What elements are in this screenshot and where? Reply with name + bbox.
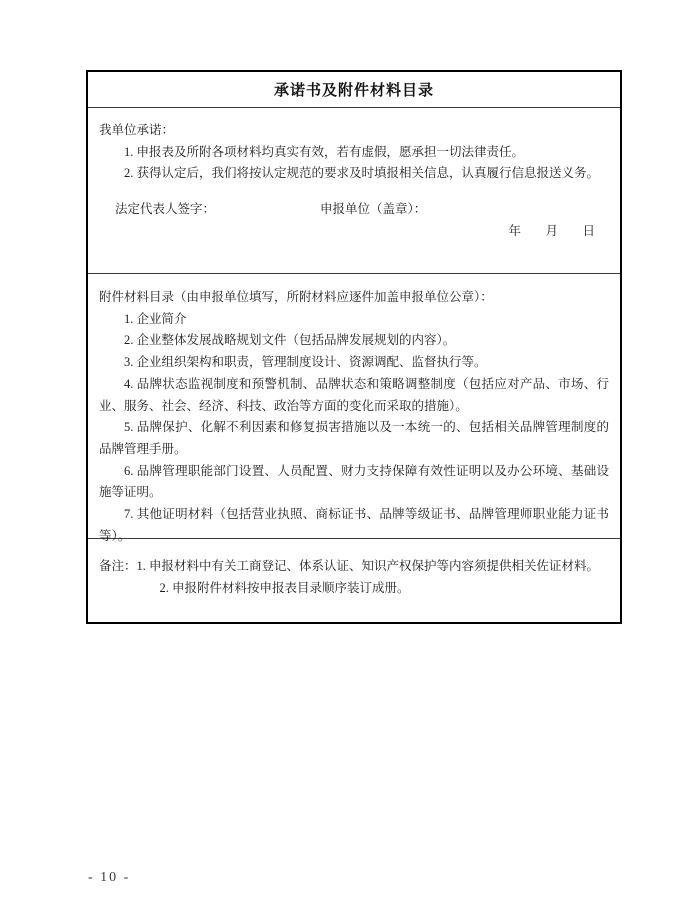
form-title: 承诺书及附件材料目录 (273, 83, 434, 99)
commitment-form-table (86, 70, 622, 624)
note-item-2: 2. 申报附件材料按申报表目录顺序装订成册。 (159, 580, 410, 595)
note-item-1: 1. 申报材料中有关工商登记、体系认证、知识产权保护等内容须提供相关佐证材料。 (136, 559, 600, 573)
notes-label: 备注： (99, 559, 137, 573)
attachment-item-5: 5. 品牌保护、化解不利因素和修复损害措施以及一本统一的、包括相关品牌管理制度的品牌管理手册。 (99, 420, 609, 456)
notes-items (137, 556, 609, 599)
commitment-item-1: 1. 申报表及所附各项材料均真实有效，若有虚假，愿承担一切法律责任。 (124, 144, 525, 159)
commitment-section (88, 107, 620, 273)
attachment-item-6: 6. 品牌管理职能部门设置、人员配置、财力支持保障有效性证明以及办公环境、基础设施等证明。 (99, 463, 609, 500)
attachments-section (88, 273, 620, 543)
commitment-item-2: 2. 获得认定后，我们将按认定规范的要求及时填报相关信息，认真履行信息报送义务。 (124, 166, 600, 181)
notes-section (88, 538, 620, 626)
attachments-header: 附件材料目录（由申报单位填写，所附材料应逐件加盖申报单位公章）： (99, 290, 493, 304)
attachment-item-1: 1. 企业简介 (124, 311, 187, 326)
page-number: - 10 - (88, 870, 131, 885)
date-line: 年 月 日 (508, 224, 601, 239)
attachment-item-7: 7. 其他证明材料（包括营业执照、商标证书、品牌等级证书、品牌管理师职业能力证书等）。 (99, 507, 609, 543)
legal-representative-signature-label: 法定代表人签字： (115, 202, 216, 217)
notes-row (99, 556, 609, 599)
commitment-intro: 我单位承诺： (99, 123, 175, 137)
applicant-unit-seal-label: 申报单位（盖章）： (320, 202, 427, 217)
attachment-item-4: 4. 品牌状态监视制度和预警机制、品牌状态和策略调整制度（包括应对产品、市场、行业、服务、社会、经济、科技、政治等方面的变化而采取的措施）。 (99, 376, 609, 413)
attachment-item-3: 3. 企业组织架构和职责，管理制度设计、资源调配、监督执行等。 (124, 355, 487, 370)
attachment-item-2: 2. 企业整体发展战略规划文件（包括品牌发展规划的内容）。 (124, 333, 456, 348)
signature-row (99, 199, 609, 221)
